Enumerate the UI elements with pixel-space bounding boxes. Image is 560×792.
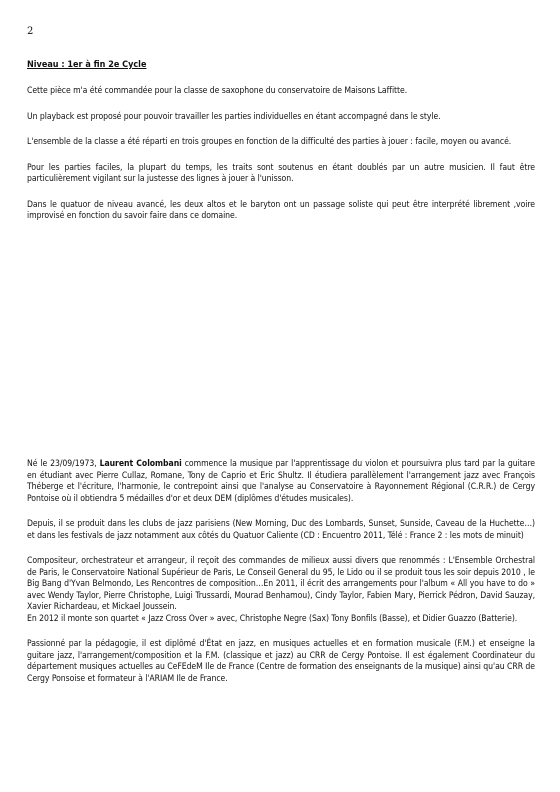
intro-paragraph: L'ensemble de la classe a été réparti en trois groupes en fonction de la difficulté des parties à jouer : facile, moyen ou avancé. <box>27 137 512 147</box>
intro-paragraph: Cette pièce m'a été commandée pour la classe de saxophone du conservatoire de Maisons Laffitte. <box>27 86 408 96</box>
composer-name: Laurent Colombani <box>99 459 182 469</box>
bio-studies-text: commence la musique par l'apprentissage du violon et poursuivra plus tard par la guitare en étudiant avec Pierre Cullaz, Romane, Tony de Caprio et Eric Shultz. Il étudiera parallèlement l'arrangement jazz avec François Théberge et l'écriture, l'harmonie, le contrepoint ainsi que l'analyse au Conservatoire à Rayonnement Régional (C.R.R.) de Cergy Pontoise où il obtiendra 5 médailles d'or et deux DEM (diplômes d'études musicales). <box>27 459 536 504</box>
presentation-section <box>27 60 535 237</box>
bio-paragraph-pedagogy: Passionné par la pédagogie, il est diplômé d'État en jazz, en musiques actuelles et en formation musicale (F.M.) et enseigne la guitare jazz, l'arrangement/composition et la F.M. (classique et jazz) au CRR de Cergy Pontoise. Il est également Coordinateur du département musiques actuelles au CeFEdeM Ile de France (Centre de formation des enseignants de la musique) ainsi qu'au CRR de Cergy Ponsoise et formateur à l'ARIAM Ile de France. <box>27 639 535 684</box>
intro-paragraph: Dans le quatuor de niveau avancé, les deux altos et le baryton ont un passage soliste qui peut être interprété librement ,voire improvisé en fonction du savoir faire dans ce domaine. <box>27 199 535 221</box>
bio-birth-text: Né le 23/09/1973, <box>27 459 100 469</box>
page-number: 2 <box>27 26 34 37</box>
bio-paragraph-intro <box>27 459 535 505</box>
intro-paragraph: Un playback est proposé pour pouvoir travailler les parties individuelles en étant accompagné dans le style. <box>27 111 441 122</box>
intro-paragraph: Pour les parties faciles, la plupart du temps, les traits sont soutenus en étant doublés par un autre musicien. Il faut être particulièrement vigilant sur la justesse des lignes à jouer à l'unisson. <box>27 162 535 184</box>
bio-paragraph-performances: Depuis, il se produit dans les clubs de jazz parisiens (New Morning, Duc des Lombards, Sunset, Sunside, Caveau de la Huchette…) et dans les festivals de jazz notamment aux côtés du Quatuor Caliente (CD : Encuentro 2011, Télé : France 2 : les mots de minuit) <box>27 519 535 541</box>
biography-section <box>27 459 535 699</box>
level-heading: Niveau : 1er à fin 2e Cycle <box>27 60 147 70</box>
bio-paragraph-quartet: En 2012 il monte son quartet « Jazz Cross Over » avec, Christophe Negre (Sax) Tony Bonfils (Basse), et Didier Guazzo (Batterie). <box>27 613 518 624</box>
bio-paragraph-commissions: Compositeur, orchestrateur et arrangeur, il reçoit des commandes de milieux aussi divers que renommés : L'Ensemble Orchestral de Paris, le Conservatoire National Supérieur de Paris, Le Conseil General du 95, le Lido ou il se produit tous les soir depuis 2010 , le Big Bang d'Yvan Belmondo, Les Rencontres de composition…En 2011, il écrit des arrangements pour l'album « All you have to do » avec Wendy Taylor, Pierre Christophe, Luigi Trussardi, Mourad Benhamou), Cindy Taylor, Fabien Mary, Pierrick Pédron, David Sauzay, Xavier Richardeau, et Mickael Joussein. <box>27 556 535 612</box>
